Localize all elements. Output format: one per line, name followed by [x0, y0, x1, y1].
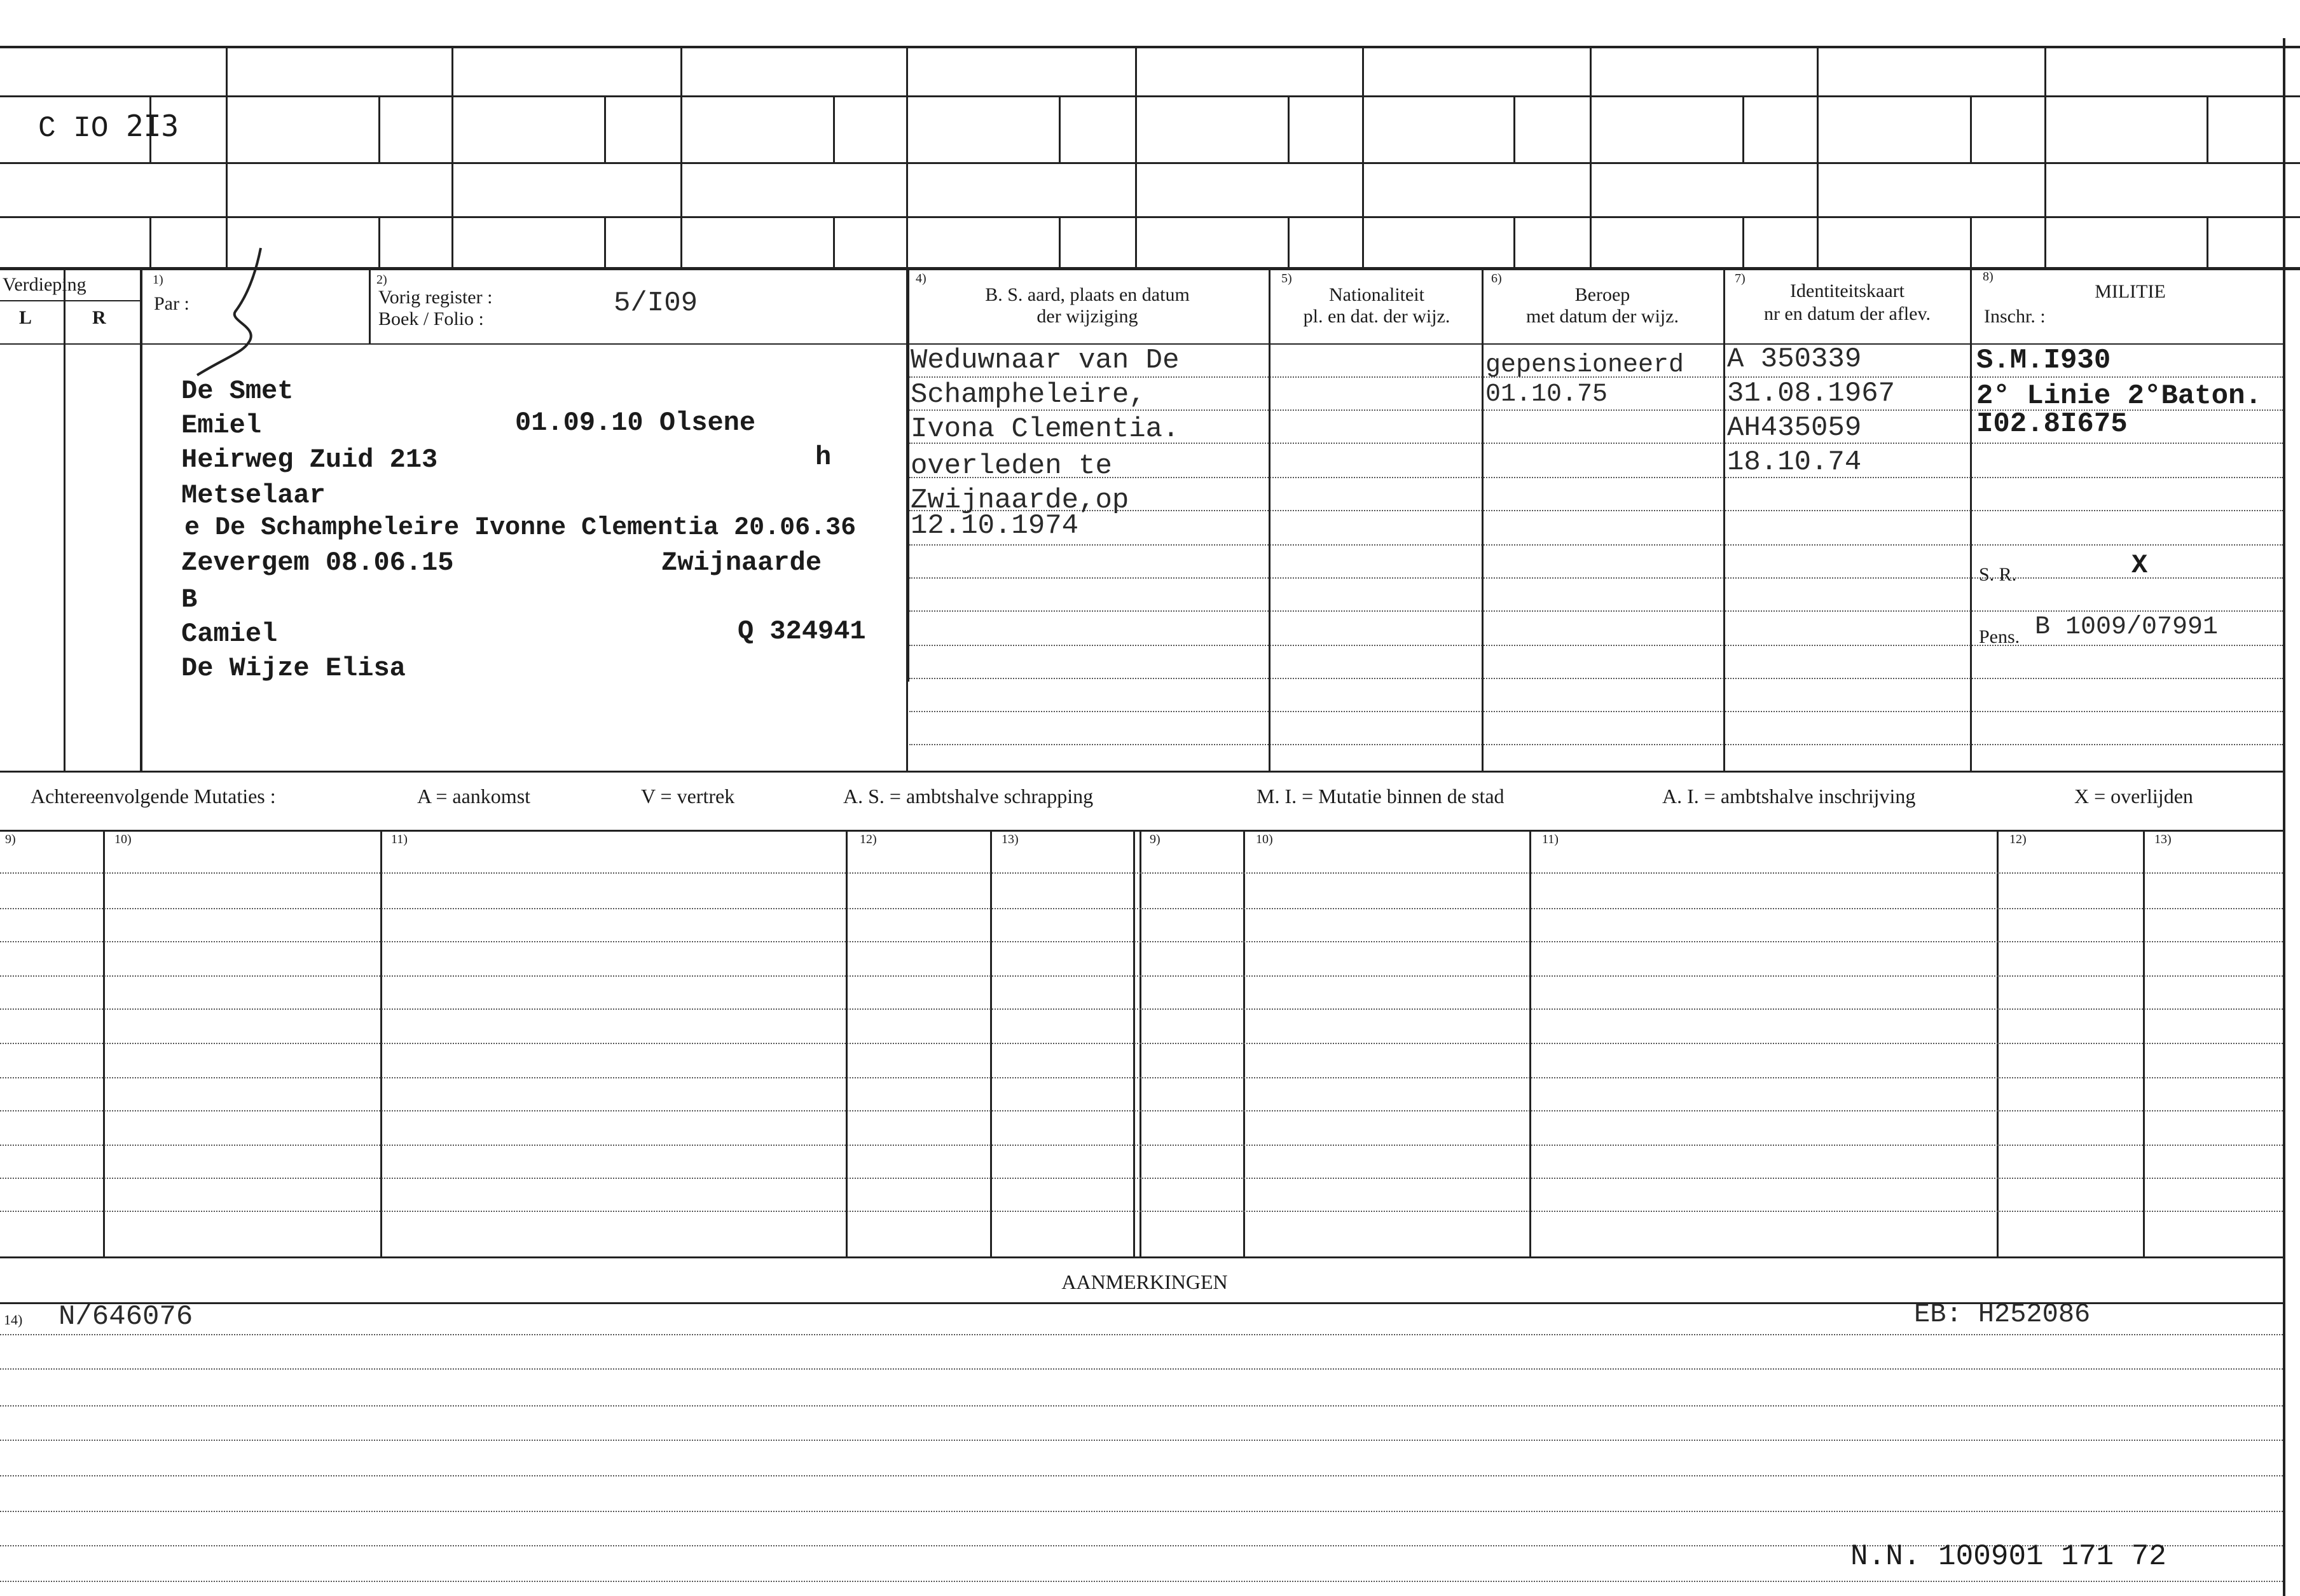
id-line: A 350339 [1727, 343, 1862, 375]
militie-line: I02.8I675 [1976, 408, 2128, 440]
pens-label: Pens. [1979, 626, 2020, 647]
inschr-label: Inschr. : [1984, 306, 2046, 327]
militie-line: S.M.I930 [1976, 345, 2111, 376]
grid-col [833, 216, 835, 268]
nationaliteit-header-line1: Nationaliteit [1329, 284, 1424, 305]
mutation-col-number: 9) [5, 832, 16, 846]
person-spouse: e De Schampheleire Ivonne Clementia 20.06.36 [184, 514, 857, 542]
grid-col [1059, 95, 1061, 162]
right-border [2283, 38, 2285, 1596]
remarks-row-line [0, 1334, 2283, 1335]
grid-col [1513, 216, 1515, 268]
person-reg-no: Q 324941 [738, 616, 866, 647]
bs-header-line1: B. S. aard, plaats en datum [985, 284, 1190, 305]
beroep-header-line2: met datum der wijz. [1526, 306, 1679, 327]
remarks-row-line [0, 1511, 2283, 1512]
grid-col [1288, 95, 1290, 162]
bs-header-line2: der wijziging [1036, 306, 1138, 327]
person-firstname: Emiel [181, 410, 262, 441]
row-line [909, 645, 2283, 646]
remarks-row-line [0, 1368, 2283, 1370]
boek-folio-label: Boek / Folio : [378, 308, 484, 329]
remarks-row-line [0, 1581, 2283, 1582]
col-number: 1) [153, 273, 163, 287]
col-line [1970, 268, 1972, 771]
remarks-number: 14) [4, 1312, 23, 1328]
grid-col [378, 95, 380, 162]
grid-col [1135, 46, 1137, 268]
col-number: 2) [376, 273, 387, 287]
person-letter-b: B [181, 584, 198, 615]
col-line [369, 268, 371, 345]
mutation-row-line [0, 1077, 2283, 1078]
legend-title: Achtereenvolgende Mutaties : [31, 785, 276, 808]
legend-mi: M. I. = Mutatie binnen de stad [1257, 785, 1505, 808]
pens-value: B 1009/07991 [2035, 613, 2219, 642]
person-birth: 01.09.10 Olsene [515, 408, 756, 438]
row-line [909, 477, 2283, 478]
floor-l-label: L [19, 307, 32, 328]
grid-col [1970, 216, 1972, 268]
legend-top-border [0, 771, 2283, 773]
grid-col [1817, 46, 1819, 268]
row-line [909, 678, 2283, 679]
grid-col [1362, 46, 1364, 268]
person-spouse-place: Zwijnaarde [661, 547, 822, 578]
beroep-line: gepensioneerd [1485, 351, 1684, 380]
row-line [909, 744, 2283, 745]
id-line: AH435059 [1727, 412, 1862, 444]
remarks-row-line [0, 1475, 2283, 1476]
remarks-row-line [0, 1405, 2283, 1407]
mutation-row-line [0, 1008, 2283, 1010]
grid-col [1590, 46, 1592, 268]
grid-col [906, 46, 908, 268]
top-code-printed: C IO [38, 112, 127, 145]
mutation-col-number: 13) [2154, 832, 2172, 846]
col-number: 7) [1735, 272, 1746, 285]
grid-col [1742, 216, 1744, 268]
mutation-row-line [0, 872, 2283, 874]
id-line: 18.10.74 [1727, 446, 1862, 478]
sr-label: S. R. [1979, 564, 2017, 585]
row-line [909, 711, 2283, 712]
mutation-row-line [0, 1110, 2283, 1111]
grid-col [1970, 95, 1972, 162]
civil-state-line: Weduwnaar van De [911, 345, 1180, 376]
mutation-col-number: 13) [1002, 832, 1019, 846]
col-number: 8) [1983, 270, 1994, 284]
grid-col [680, 46, 682, 268]
grid-col [1513, 95, 1515, 162]
grid-col [1288, 216, 1290, 268]
mutation-row-line [0, 975, 2283, 977]
remarks-row-line [0, 1440, 2283, 1441]
sr-value: X [2131, 550, 2148, 581]
beroep-header-line1: Beroep [1574, 284, 1630, 305]
person-address: Heirweg Zuid 213 [181, 444, 438, 475]
civil-state-line: Schampheleire, [911, 379, 1146, 411]
remarks-right-value: EB: H252086 [1914, 1299, 2091, 1330]
legend-as: A. S. = ambtshalve schrapping [843, 785, 1094, 808]
row-line [909, 577, 2283, 579]
mutation-col-number: 11) [391, 832, 408, 846]
grid-col [604, 95, 606, 162]
mutation-row-line [0, 1043, 2283, 1044]
militie-header: MILITIE [2095, 281, 2166, 302]
grid-col [149, 216, 151, 268]
grid-col [2044, 46, 2046, 268]
col-line [140, 268, 142, 771]
nationaliteit-header-line2: pl. en dat. der wijz. [1303, 306, 1450, 327]
person-spouse-birth: Zevergem 08.06.15 [181, 547, 454, 578]
col-number: 4) [916, 272, 926, 285]
mutation-col-number: 11) [1542, 832, 1559, 846]
id-header-line1: Identiteitskaart [1790, 280, 1904, 301]
top-code [38, 108, 179, 146]
mutation-row-line [0, 1178, 2283, 1179]
col-line [1269, 268, 1271, 771]
verdieping-divider [0, 300, 140, 301]
col-line [1482, 268, 1484, 771]
mutation-top-border [0, 830, 2283, 832]
grid-col [1742, 95, 1744, 162]
col-number: 5) [1281, 272, 1292, 285]
mutation-row-line [0, 908, 2283, 909]
row-line [909, 544, 2283, 546]
vorig-register-label: Vorig register : [378, 287, 493, 308]
col-line [64, 268, 65, 771]
person-surname: De Smet [181, 376, 294, 406]
grid-col [1059, 216, 1061, 268]
grid-col [2207, 95, 2208, 162]
grid-line [0, 95, 2300, 97]
grid-col [378, 216, 380, 268]
boek-folio-value: 5/I09 [614, 287, 698, 319]
grid-col [604, 216, 606, 268]
pen-stroke-mark [184, 242, 280, 388]
civil-state-line: Zwijnaarde,op [911, 485, 1129, 516]
par-label: Par : [154, 293, 189, 314]
mutation-col-number: 12) [2009, 832, 2027, 846]
legend-v: V = vertrek [641, 785, 735, 808]
grid-col [2207, 216, 2208, 268]
civil-state-line: 12.10.1974 [911, 510, 1079, 542]
civil-state-line: Ivona Clementia. [911, 413, 1180, 445]
mutation-col-number: 12) [860, 832, 877, 846]
person-occupation: Metselaar [181, 480, 326, 511]
civil-state-line: overleden te [911, 450, 1112, 482]
id-header-line2: nr en datum der aflev. [1763, 303, 1931, 324]
header-top-border [0, 267, 2300, 270]
grid-col [833, 95, 835, 162]
col-line [1723, 268, 1725, 771]
person-address-mark: h [815, 442, 832, 472]
top-code-handwritten: 2I3 [126, 109, 179, 143]
floor-r-label: R [92, 307, 106, 328]
mutation-row-line [0, 1211, 2283, 1212]
grid-line [0, 216, 2300, 218]
mutation-col-number: 10) [114, 832, 132, 846]
top-border [0, 46, 2300, 48]
legend-ai: A. I. = ambtshalve inschrijving [1662, 785, 1916, 808]
person-father: Camiel [181, 619, 278, 649]
remarks-left-value: N/646076 [59, 1301, 193, 1333]
id-line: 31.08.1967 [1727, 378, 1896, 409]
mutation-col-number: 10) [1256, 832, 1273, 846]
col-line [906, 268, 908, 771]
person-mother: De Wijze Elisa [181, 653, 406, 684]
verdieping-label: Verdieping [3, 274, 86, 295]
mutation-row-line [0, 941, 2283, 942]
mutation-col-number: 9) [1150, 832, 1160, 846]
mutation-row-line [0, 1145, 2283, 1146]
grid-col [226, 46, 228, 268]
col-number: 6) [1491, 272, 1502, 285]
footer-number: N.N. 100901 171 72 [1850, 1540, 2166, 1573]
legend-a: A = aankomst [417, 785, 531, 808]
legend-x: X = overlijden [2074, 785, 2193, 808]
grid-line [0, 162, 2300, 164]
remarks-title: AANMERKINGEN [1061, 1270, 1228, 1293]
mutation-bottom-border [0, 1256, 2283, 1258]
grid-col [451, 46, 453, 268]
beroep-line: 01.10.75 [1485, 380, 1608, 409]
militie-line: 2° Linie 2°Baton. [1976, 380, 2262, 412]
